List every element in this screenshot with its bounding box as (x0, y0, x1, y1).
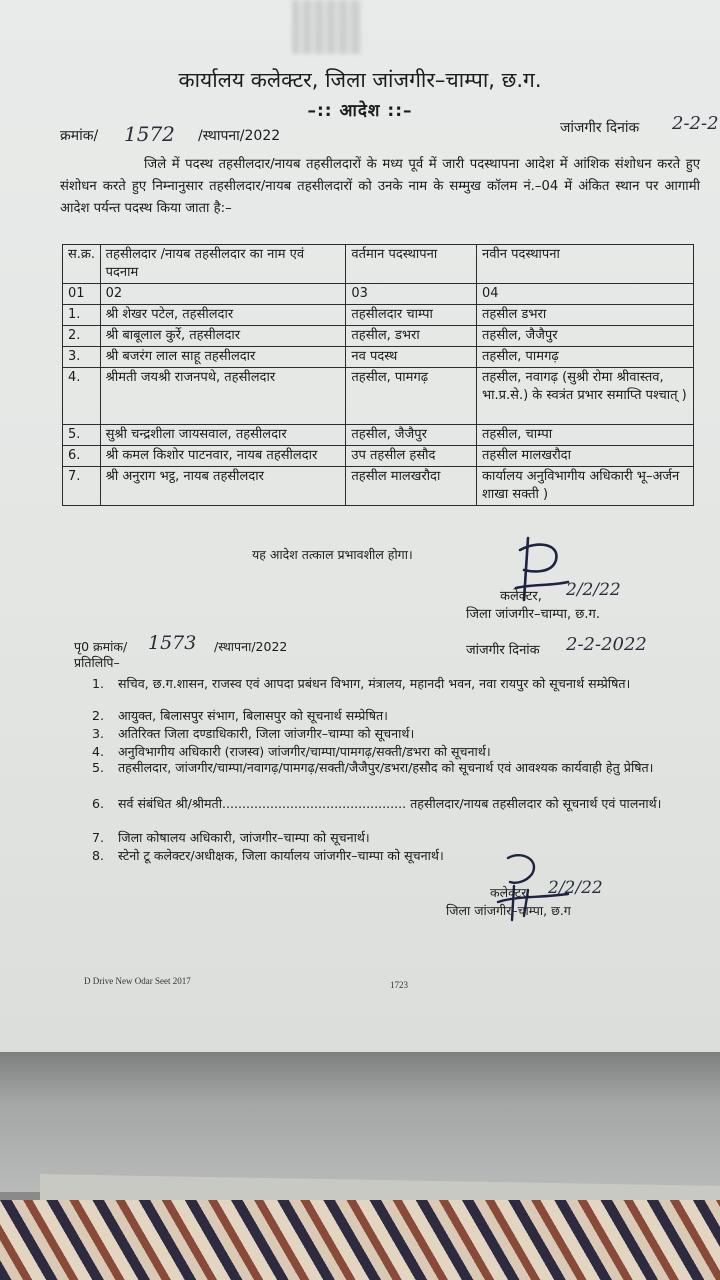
table-cell: तहसील डभरा (477, 305, 694, 326)
table-cell: 6. (63, 446, 101, 467)
table-cell: तहसील, नवागढ़ (सुश्री रोमा श्रीवास्तव, भा.प्र.से.) के स्वत्रंत प्रभार समाप्ति पश्चात् ) (477, 368, 694, 425)
table-cell: तहसील, जैजैपुर (346, 425, 477, 446)
signature-district: जिला जांजगीर–चाम्पा, छ.ग (446, 903, 571, 918)
order-title: –:: आदेश ::– (307, 101, 413, 121)
ref2-sthapana: /स्थापना/2022 (214, 639, 288, 654)
table-cell: श्रीमती जयश्री राजनपथे, तहसीलदार (100, 368, 346, 425)
table-cell: 5. (63, 425, 101, 446)
list-item-text: आयुक्त, बिलासपुर संभाग, बिलासपुर को सूचनार्थ सम्प्रेषित। (118, 708, 388, 723)
table-cell: तहसीलदार चाम्पा (346, 305, 477, 326)
list-item-number: 6. (92, 796, 105, 811)
table-cell: सुश्री चन्द्रशीला जायसवाल, तहसीलदार (100, 425, 346, 446)
table-row (63, 305, 694, 326)
table-header-cell: नवीन पदस्थापना (477, 245, 694, 284)
list-item-number: 7. (92, 830, 105, 845)
table-cell: 04 (477, 284, 694, 305)
table-cell: तहसील, जैजैपुर (477, 326, 694, 347)
posting-table (62, 244, 694, 506)
list-item-number: 2. (92, 708, 105, 723)
table-header-cell: तहसीलदार /नायब तहसीलदार का नाम एवं पदनाम (100, 245, 346, 284)
table-cell: 02 (100, 284, 346, 305)
ref2-kramank-label: पृ0 क्रमांक/ (74, 639, 128, 654)
table-cell: तहसील, पामगढ़ (477, 347, 694, 368)
ref-date: 2-2-2 (672, 113, 719, 134)
table-cell: 7. (63, 467, 101, 506)
list-item-number: 5. (92, 760, 105, 775)
footer-page-number: 1723 (390, 980, 408, 990)
list-item-text: अतिरिक्त जिला दण्डाधिकारी, जिला जांजगीर–चाम्पा को सूचनार्थ। (118, 726, 415, 741)
table-cell: उप तहसील हसौद (346, 446, 477, 467)
list-item-text: तहसीलदार, जांजगीर/चाम्पा/नवागढ़/पामगढ़/सक्ती/जैजैपुर/डभरा/हसौद को सूचनार्थ एवं आवश्यक कार्यवाही हेतु प्रेषित। (118, 760, 654, 775)
ref2-date-label: जांजगीर दिनांक (466, 643, 540, 658)
list-item-text: अनुविभागीय अधिकारी (राजस्व) जांजगीर/चाम्पा/पामगढ़/सक्ती/डभरा को सूचनार्थ। (118, 744, 491, 759)
table-row (63, 467, 694, 506)
table-row (63, 368, 694, 425)
list-item-text: सर्व संबंधित श्री/श्रीमती.............................................. तहसीलदार/नायब तहसीलदार को सूचनार्थ एवं पालनार्थ। (118, 796, 662, 811)
table-colnum-row (63, 284, 694, 305)
signature-date: 2/2/22 (566, 580, 621, 600)
order-body: जिले में पदस्थ तहसीलदार/नायब तहसीलदारों के मध्य पूर्व में जारी पदस्थापना आदेश में आंशिक संशोधन करते हुए संशोधन करते हुए निम्नानुसार तहसीलदार/नायब तहसीलदारों को उनके नाम के सम्मुख कॉलम नं.–04 में अंकित स्थान पर आगामी आदेश पर्यन्त पदस्थ किया जाता है:– (60, 157, 700, 216)
paper-fold-shadow (0, 1052, 720, 1192)
table-cell: श्री बाबूलाल कुर्रे, तहसीलदार (100, 326, 346, 347)
list-item-number: 8. (92, 848, 105, 863)
ref-kramank-number: 1572 (124, 122, 175, 146)
table-cell: 4. (63, 368, 101, 425)
ref2-date: 2-2-2022 (566, 634, 647, 655)
table-cell: श्री कमल किशोर पाटनवार, नायब तहसीलदार (100, 446, 346, 467)
table-header-cell: स.क्र. (63, 245, 101, 284)
table-cell: श्री अनुराग भट्ठ, नायब तहसीलदार (100, 467, 346, 506)
ref2-kramank-number: 1573 (148, 632, 197, 654)
list-item-text: स्टेनो टू कलेक्टर/अधीक्षक, जिला कार्यालय जांजगीर–चाम्पा को सूचनार्थ। (118, 848, 444, 863)
ref-date-label: जांजगीर दिनांक (560, 120, 640, 136)
table-cell: 01 (63, 284, 101, 305)
list-item-text: सचिव, छ.ग.शासन, राजस्व एवं आपदा प्रबंधन विभाग, मंत्रालय, महानदी भवन, नवा रायपुर को सूचनार्थ सम्प्रेषित। (118, 676, 631, 691)
ref-kramank-label: क्रमांक/ (60, 128, 99, 144)
table-cell: श्री शेखर पटेल, तहसीलदार (100, 305, 346, 326)
stamp-smudge (292, 0, 362, 54)
table-cell: तहसील, डभरा (346, 326, 477, 347)
table-header-cell: वर्तमान पदस्थापना (346, 245, 477, 284)
ref-sthapana: /स्थापना/2022 (198, 128, 281, 144)
table-cell: 1. (63, 305, 101, 326)
signature-title: कलेक्टर, (490, 885, 531, 900)
table-row (63, 326, 694, 347)
table-row (63, 347, 694, 368)
signature-district: जिला जांजगीर–चाम्पा, छ.ग. (466, 607, 600, 622)
table-header-row (63, 245, 694, 284)
footer-path: D Drive New Odar Seet 2017 (84, 976, 191, 986)
office-heading: कार्यालय कलेक्टर, जिला जांजगीर–चाम्पा, छ.ग. (178, 68, 542, 92)
list-item-number: 4. (92, 744, 105, 759)
signature-date: 2/2/22 (548, 878, 603, 898)
table-cell: तहसील, चाम्पा (477, 425, 694, 446)
table-row (63, 446, 694, 467)
table-cell: तहसील, पामगढ़ (346, 368, 477, 425)
list-item-text: जिला कोषालय अधिकारी, जांजगीर–चाम्पा को सूचनार्थ। (118, 830, 370, 845)
signature-title: कलेक्टर, (500, 589, 542, 604)
copy-label: प्रतिलिपि– (74, 655, 120, 670)
table-cell: 03 (346, 284, 477, 305)
list-item-number: 3. (92, 726, 105, 741)
background-cloth (0, 1200, 720, 1280)
table-cell: श्री बजरंग लाल साहू तहसीलदार (100, 347, 346, 368)
table-row (63, 425, 694, 446)
table-cell: तहसील मालखरौदा (346, 467, 477, 506)
table-cell: नव पदस्थ (346, 347, 477, 368)
effective-note: यह आदेश तत्काल प्रभावशील होगा। (252, 547, 413, 562)
table-cell: 3. (63, 347, 101, 368)
table-cell: कार्यालय अनुविभागीय अधिकारी भू–अर्जन शाखा सक्ती ) (477, 467, 694, 506)
list-item-number: 1. (92, 676, 105, 691)
table-cell: 2. (63, 326, 101, 347)
table-cell: तहसील मालखरौदा (477, 446, 694, 467)
